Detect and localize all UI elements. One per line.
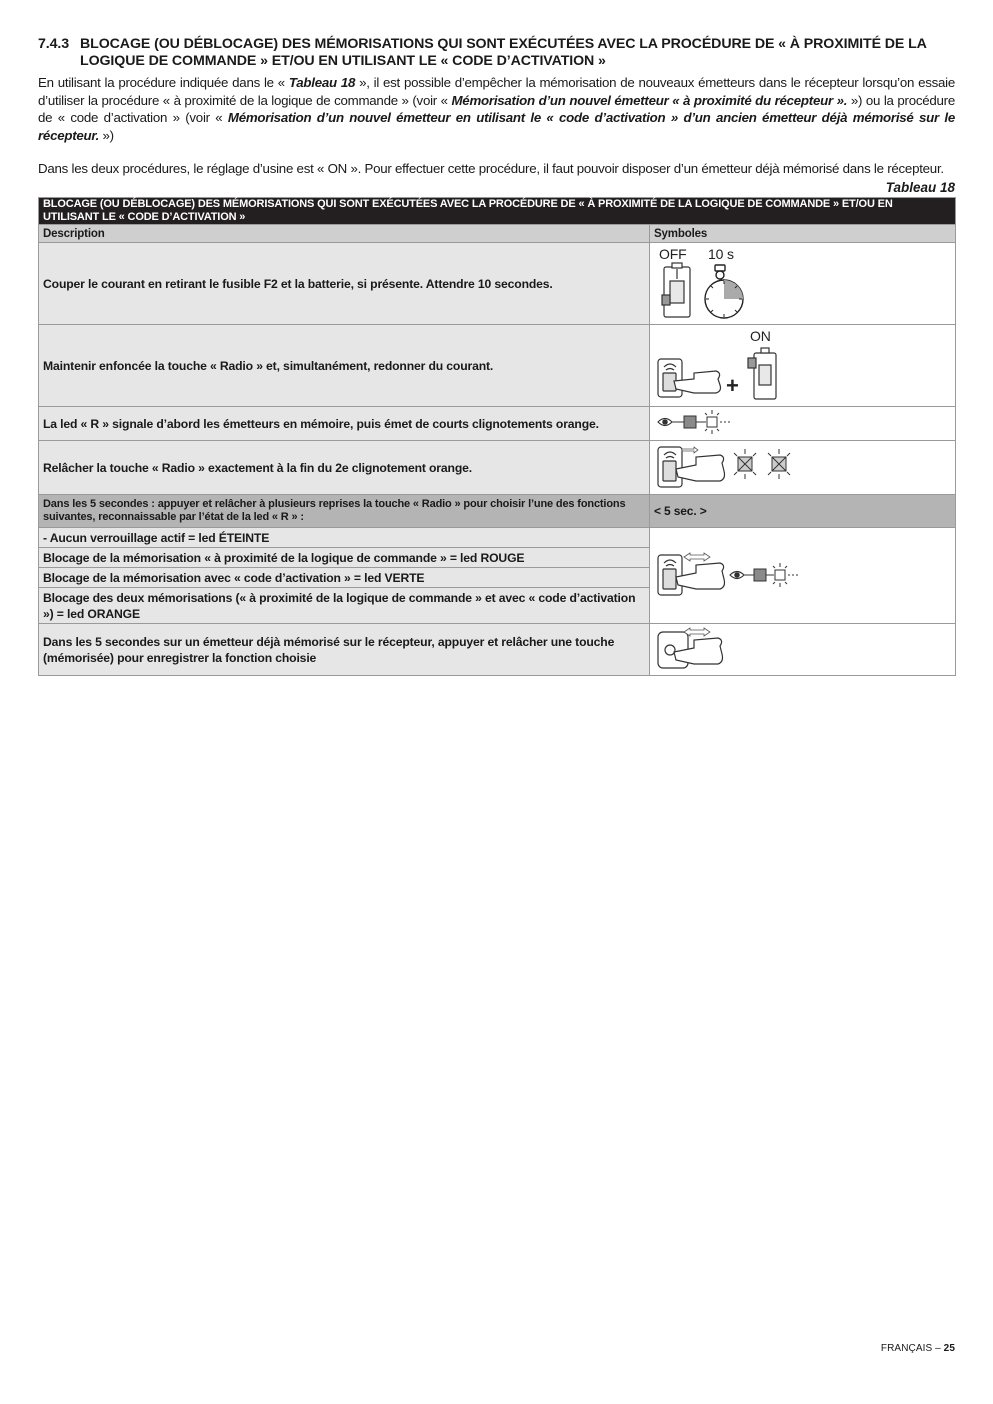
select-function-led-icon bbox=[654, 545, 814, 603]
section-title: BLOCAGE (OU DÉBLOCAGE) DES MÉMORISATIONS QUI SONT EXÉCUTÉES AVEC LA PROCÉDURE DE « À PROXIMITÉ DE LA LOGIQUE DE COMMANDE » ET/OU EN UTILISANT LE « CODE D’ACTIVATION » bbox=[80, 36, 927, 69]
led-blink-icon bbox=[768, 449, 790, 479]
row-symbols bbox=[650, 528, 956, 624]
column-header-symbols: Symboles bbox=[650, 225, 956, 243]
page-content bbox=[38, 36, 955, 676]
table-row bbox=[39, 407, 956, 441]
row-description: Blocage de la mémorisation avec « code d’activation » = led VERTE bbox=[39, 568, 650, 588]
row-description: Maintenir enfoncée la touche « Radio » et, simultanément, redonner du courant. bbox=[39, 325, 650, 407]
row-description: Relâcher la touche « Radio » exactement à la fin du 2e clignotement orange. bbox=[39, 441, 650, 495]
led-blink-icon bbox=[705, 410, 732, 434]
table-row bbox=[39, 528, 956, 548]
eye-icon bbox=[730, 572, 744, 579]
intro-paragraph bbox=[38, 74, 955, 144]
intro-text-2: », il est possible d’empêcher la mémorisation de nouveaux émetteurs dans le récepteur lorsqu’on essaie d’utiliser la procédure « à proximité de la logique de commande » (voir « bbox=[38, 75, 956, 108]
row-symbols bbox=[650, 624, 956, 676]
on-label: ON bbox=[750, 328, 771, 345]
footer-language: FRANÇAIS – bbox=[880, 1343, 944, 1354]
transmitter-press-icon bbox=[654, 624, 744, 672]
column-header-description: Description bbox=[39, 225, 650, 243]
intro-text-4: ») bbox=[99, 127, 114, 143]
section-number: 7.4.3 bbox=[38, 36, 70, 52]
row-description: - Aucun verrouillage actif = led ÉTEINTE bbox=[39, 528, 650, 548]
off-label: OFF bbox=[659, 246, 687, 263]
power-off-wait-icon bbox=[654, 243, 804, 321]
table-row bbox=[39, 624, 956, 676]
row-description: Dans les 5 secondes : appuyer et relâcher à plusieurs reprises la touche « Radio » pour choisir l’une des fonctions suivantes, reconnaissable par l’état de la led « R » : bbox=[39, 495, 650, 528]
row-description: Couper le courant en retirant le fusible F2 et la batterie, si présente. Attendre 10 secondes. bbox=[39, 243, 650, 325]
ten-seconds-label: 10 s bbox=[708, 246, 734, 263]
row-description: Dans les 5 secondes sur un émetteur déjà mémorisé sur le récepteur, appuyer et relâcher une touche (mémorisée) pour enregistrer la fonction choisie bbox=[39, 624, 650, 676]
page-footer bbox=[881, 1343, 955, 1354]
table-header: BLOCAGE (OU DÉBLOCAGE) DES MÉMORISATIONS QUI SONT EXÉCUTÉES AVEC LA PROCÉDURE DE « À PROXIMITÉ DE LA LOGIQUE DE COMMANDE » ET/OU EN UTILISANT LE « CODE D’ACTIVATION » bbox=[39, 198, 956, 225]
radio-button-power-on-icon bbox=[654, 325, 804, 403]
release-radio-key-icon bbox=[654, 441, 804, 491]
section-heading bbox=[38, 36, 955, 70]
table-caption: Tableau 18 bbox=[885, 180, 955, 196]
pressing-hand-icon bbox=[676, 455, 725, 481]
eye-icon bbox=[658, 419, 672, 426]
table-row bbox=[39, 243, 956, 325]
circuit-breaker-icon bbox=[748, 348, 776, 399]
table-18 bbox=[38, 197, 956, 676]
led-on-icon bbox=[754, 569, 766, 581]
intro-ref-activation-code: Mémorisation d’un nouvel émetteur en utilisant le « code d’activation » d’un ancien émetteur déjà mémorisé sur le récepteur. bbox=[38, 110, 956, 143]
press-release-arrow-icon bbox=[684, 628, 710, 636]
led-blink-icon bbox=[734, 449, 756, 479]
intro-text-3: ») ou la procédure de « code d’activation » (voir « bbox=[38, 92, 956, 126]
row-description: La led « R » signale d’abord les émetteurs en mémoire, puis émet de courts clignotements orange. bbox=[39, 407, 650, 441]
row-symbols bbox=[650, 325, 956, 407]
five-seconds-label: < 5 sec. > bbox=[650, 495, 956, 528]
stopwatch-icon bbox=[705, 265, 743, 318]
row-description: Blocage de la mémorisation « à proximité de la logique de commande » = led ROUGE bbox=[39, 548, 650, 568]
led-on-icon bbox=[684, 416, 696, 428]
plus-sign: + bbox=[726, 373, 739, 399]
row-symbols bbox=[650, 441, 956, 495]
control-unit-radio-key-icon bbox=[658, 359, 682, 397]
table-row bbox=[39, 325, 956, 407]
pressing-hand-icon bbox=[676, 563, 725, 589]
led-blink-sequence-icon bbox=[654, 407, 754, 437]
row-symbols bbox=[650, 407, 956, 441]
table-row bbox=[39, 441, 956, 495]
row-description: Blocage des deux mémorisations (« à proximité de la logique de commande » et avec « code d’activation ») = led ORANGE bbox=[39, 588, 650, 624]
intro-paragraph-2: Dans les deux procédures, le réglage d’usine est « ON ». Pour effectuer cette procédure, il faut pouvoir disposer d’un émetteur déjà mémorisé dans le récepteur. bbox=[38, 161, 944, 177]
control-unit-radio-key-icon bbox=[658, 447, 682, 487]
press-release-arrow-icon bbox=[684, 553, 710, 561]
row-symbols bbox=[650, 243, 956, 325]
circuit-breaker-icon bbox=[662, 263, 690, 317]
intro-ref-table: Tableau 18 bbox=[288, 75, 356, 90]
table-row bbox=[39, 495, 956, 528]
control-unit-radio-key-icon bbox=[658, 555, 682, 595]
release-arrow-icon bbox=[682, 447, 698, 453]
led-blink-icon bbox=[773, 563, 800, 587]
intro-text-1: En utilisant la procédure indiquée dans le « bbox=[38, 75, 289, 90]
page-number: 25 bbox=[943, 1343, 955, 1354]
intro-ref-proximity: Mémorisation d’un nouvel émetteur « à proximité du récepteur ». bbox=[451, 92, 848, 108]
